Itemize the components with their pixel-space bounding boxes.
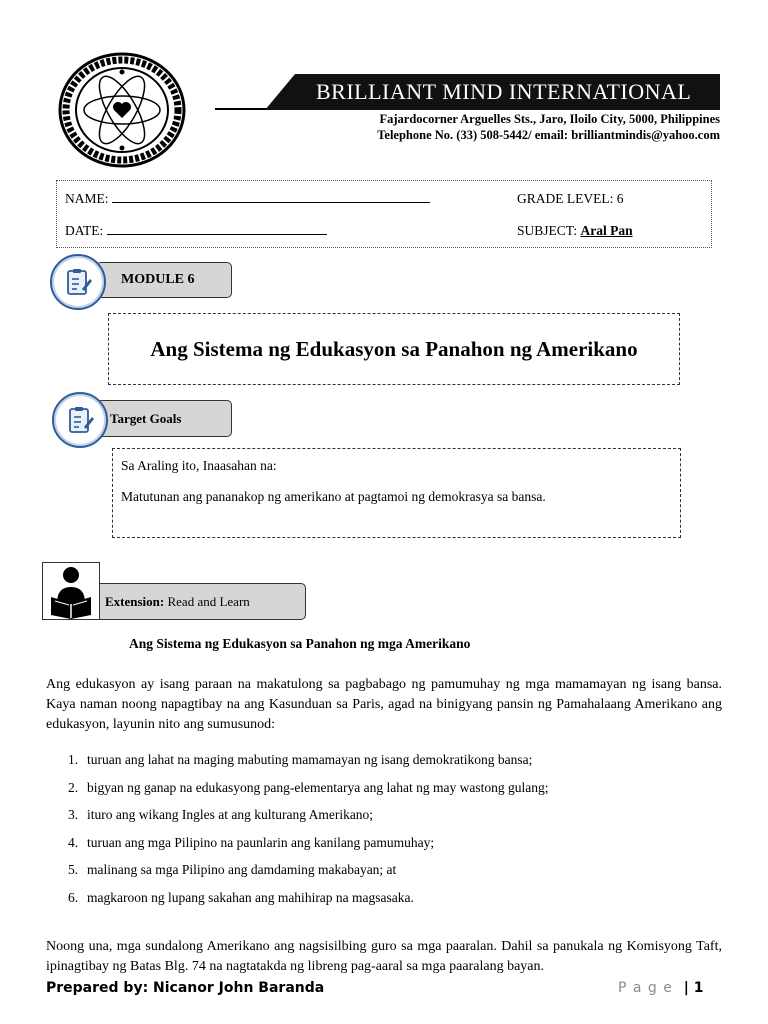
list-item xyxy=(68,807,549,835)
module-label: MODULE 6 xyxy=(121,272,195,287)
lesson-title-box xyxy=(108,313,680,385)
name-label: NAME: xyxy=(65,191,109,206)
school-address: Fajardocorner Arguelles Sts., Jaro, Iloilo City, 5000, Philippines xyxy=(379,112,720,126)
lesson-paragraph-1: Ang edukasyon ay isang paraan na makatulong sa pagbabago ng pamumuhay ng mga mamamayan ng isang bansa. Kaya naman noong napagtibay na ang Kasunduan sa Paris, agad na binigyang pansin ng Pamahalaang Amerikano ang edukasyon, layunin nito ang sumusunod: xyxy=(46,677,722,732)
school-contact: Telephone No. (33) 508-5442/ email: brilliantmindis@yahoo.com xyxy=(377,128,720,142)
school-seal-logo xyxy=(58,52,186,168)
list-item-number: 3. xyxy=(68,807,79,823)
list-item-number: 2. xyxy=(68,779,79,795)
extension-label xyxy=(105,594,250,610)
list-item-text: bigyan ng ganap na edukasyong pang-elementarya ang lahat ng may wastong gulang; xyxy=(87,779,549,795)
page-separator: | xyxy=(683,980,689,996)
list-item xyxy=(68,835,549,863)
target-goals-tab xyxy=(96,400,232,437)
list-item xyxy=(68,780,549,808)
list-item xyxy=(68,752,549,780)
list-item-text: turuan ang lahat na maging mabuting mamamayan ng isang demokratikong bansa; xyxy=(87,752,533,767)
list-item-number: 5. xyxy=(68,862,79,878)
lesson-paragraph-2: Noong una, mga sundalong Amerikano ang nagsisilbing guro sa mga paaralan. Dahil sa panukala ng Komisyong Taft, ipinagtibay ng Batas Blg. 74 na nagtatakda ng libreng pag-aaral sa mga paaralang bayan. xyxy=(46,939,722,974)
school-name: BRILLIANT MIND INTERNATIONAL xyxy=(316,79,692,104)
extension-label-rest: Read and Learn xyxy=(164,594,250,609)
goal-item: Matutunan ang pananakop ng amerikano at pagtamoi ng demokrasya sa bansa. xyxy=(121,489,546,504)
page-number-block xyxy=(618,980,704,996)
lesson-heading: Ang Sistema ng Edukasyon sa Panahon ng mga Amerikano xyxy=(129,636,471,651)
name-blank-line[interactable] xyxy=(112,192,430,203)
page-number: 1 xyxy=(693,980,704,996)
clipboard-icon xyxy=(63,267,93,297)
lesson-title: Ang Sistema ng Edukasyon sa Panahon ng Amerikano xyxy=(150,336,638,361)
student-info-box xyxy=(56,180,712,248)
module-icon-circle xyxy=(50,254,106,310)
list-item-number: 6. xyxy=(68,889,79,905)
list-item-number: 4. xyxy=(68,834,79,850)
reader-icon xyxy=(43,563,99,619)
subject-value: Aral Pan xyxy=(580,223,633,238)
goals-intro: Sa Araling ito, Inaasahan na: xyxy=(121,458,277,473)
school-address-block xyxy=(377,111,720,143)
list-item-number: 1. xyxy=(68,752,79,767)
reading-person-icon-box xyxy=(42,562,100,620)
list-item xyxy=(68,862,549,890)
list-item-text: turuan ang mga Pilipino na paunlarin ang kanilang pamumuhay; xyxy=(87,834,435,850)
target-goals-icon-circle xyxy=(52,392,108,448)
page-word: P a g e xyxy=(618,980,673,996)
list-item-text: malinang sa mga Pilipino ang damdaming makabayan; at xyxy=(87,862,397,878)
list-item-text: ituro ang wikang Ingles at ang kulturang Amerikano; xyxy=(87,807,374,823)
grade-level: GRADE LEVEL: 6 xyxy=(517,191,624,206)
date-row xyxy=(65,223,327,239)
extension-label-bold: Extension: xyxy=(105,594,165,609)
subject-row xyxy=(517,223,633,239)
subject-label: SUBJECT: xyxy=(517,223,578,238)
date-blank-line[interactable] xyxy=(107,224,327,235)
target-goals-box xyxy=(112,448,681,538)
module-tab xyxy=(96,262,232,298)
date-label: DATE: xyxy=(65,223,104,238)
clipboard-icon xyxy=(65,405,95,435)
extension-tab xyxy=(96,583,306,620)
target-goals-label: Target Goals xyxy=(110,411,182,426)
name-row xyxy=(65,191,430,207)
list-item xyxy=(68,890,549,918)
list-item-text: magkaroon ng lupang sakahan ang mahihirap na magsasaka. xyxy=(87,889,414,905)
objectives-list xyxy=(68,752,549,918)
prepared-by: Prepared by: Nicanor John Baranda xyxy=(46,980,325,996)
